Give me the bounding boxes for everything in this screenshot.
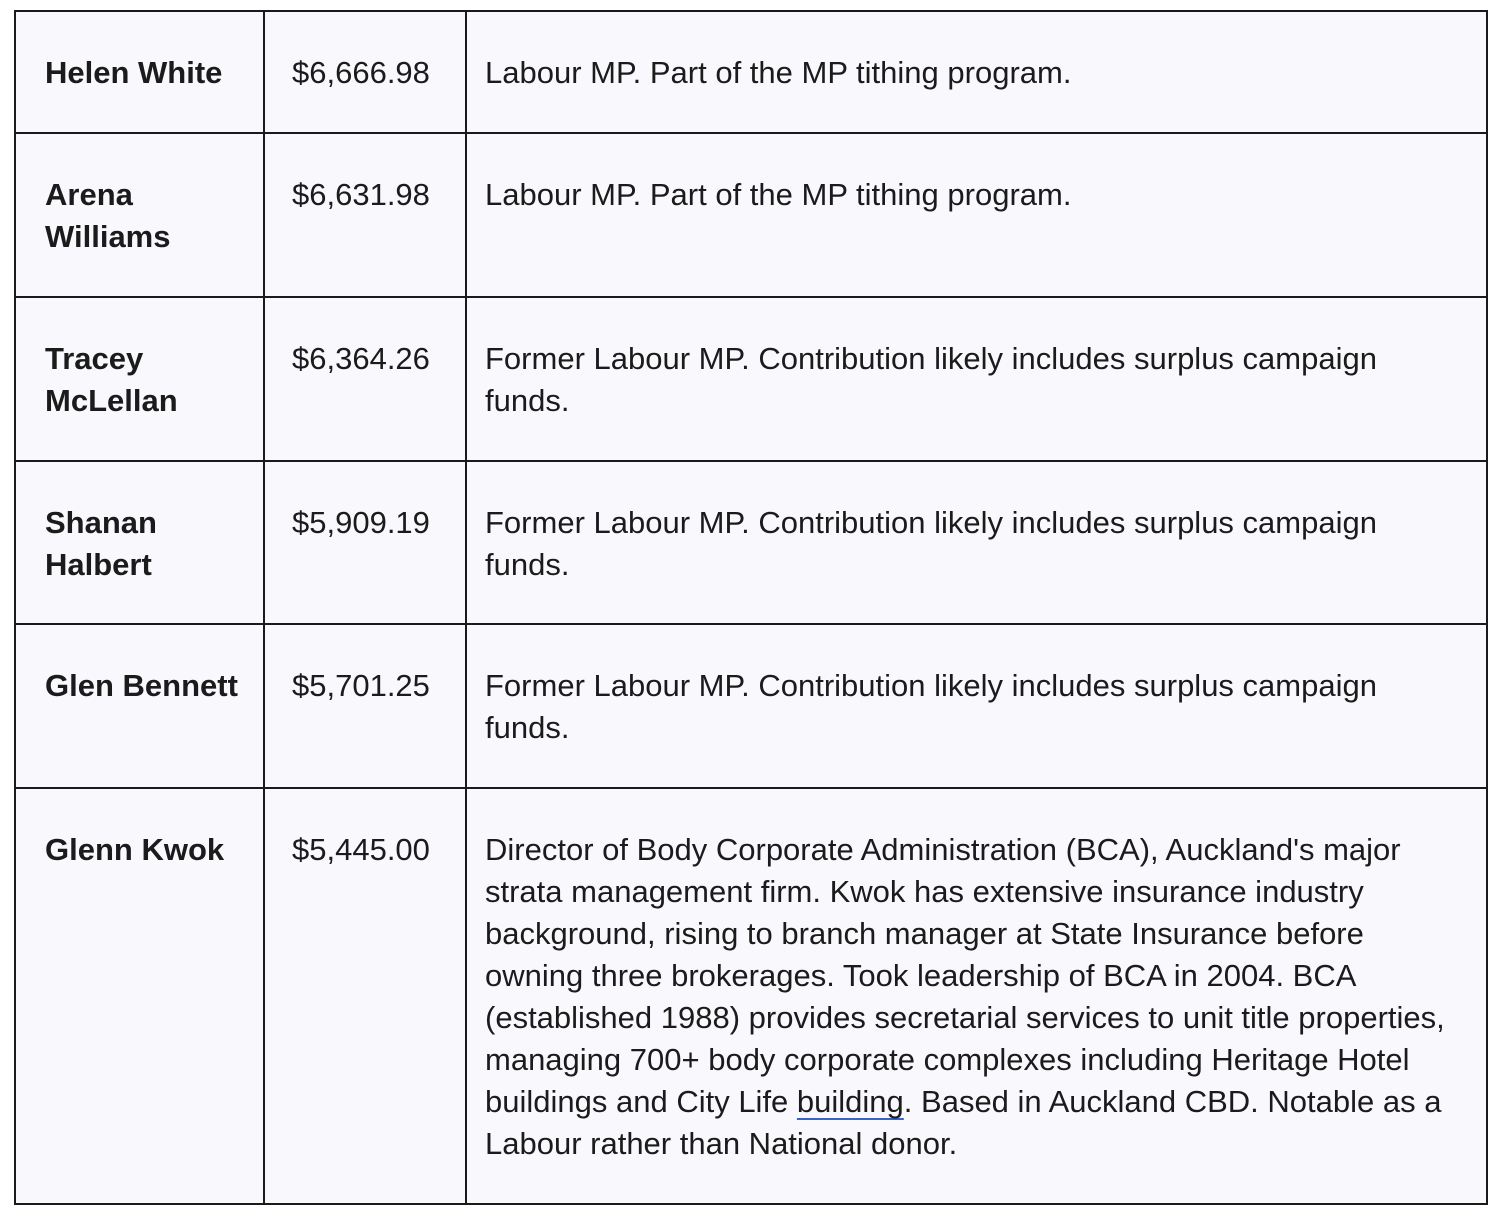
table-row	[15, 624, 1487, 788]
notes-text: Director of Body Corporate Administration (BCA), Auckland's major strata management firm. Kwok has extensive insurance industry background, rising to branch manager at State Insurance before owning three brokerages. Took leadership of BCA in 2004. BCA (established 1988) provides secretarial services to unit title properties, managing 700+ body corporate complexes including Heritage Hotel buildings and City Life	[485, 832, 1445, 1119]
donor-notes: Former Labour MP. Contribution likely includes surplus campaign funds.	[466, 461, 1487, 624]
donor-name: Shanan Halbert	[15, 461, 264, 624]
donor-table	[14, 10, 1488, 1205]
donation-amount: $6,364.26	[264, 297, 466, 461]
notes-text: . Based in Auckland CBD. Notable as a Labour rather than National donor.	[485, 1084, 1442, 1161]
donor-name: Glenn Kwok	[15, 788, 264, 1204]
donor-name: Helen White	[15, 11, 264, 133]
donation-amount: $5,701.25	[264, 624, 466, 788]
donor-name: Arena Williams	[15, 133, 264, 297]
donation-amount: $6,666.98	[264, 11, 466, 133]
table-row	[15, 461, 1487, 624]
building-link[interactable]: building	[796, 1084, 904, 1119]
donor-notes: Former Labour MP. Contribution likely includes surplus campaign funds.	[466, 297, 1487, 461]
table-row	[15, 788, 1487, 1204]
donation-amount: $5,909.19	[264, 461, 466, 624]
table-row	[15, 133, 1487, 297]
donor-name: Tracey McLellan	[15, 297, 264, 461]
donor-name: Glen Bennett	[15, 624, 264, 788]
donor-notes: Labour MP. Part of the MP tithing program.	[466, 133, 1487, 297]
donor-notes: Labour MP. Part of the MP tithing program.	[466, 11, 1487, 133]
donation-amount: $5,445.00	[264, 788, 466, 1204]
donor-notes: Former Labour MP. Contribution likely includes surplus campaign funds.	[466, 624, 1487, 788]
donation-amount: $6,631.98	[264, 133, 466, 297]
table-row	[15, 11, 1487, 133]
table-row	[15, 297, 1487, 461]
donor-notes	[466, 788, 1487, 1204]
